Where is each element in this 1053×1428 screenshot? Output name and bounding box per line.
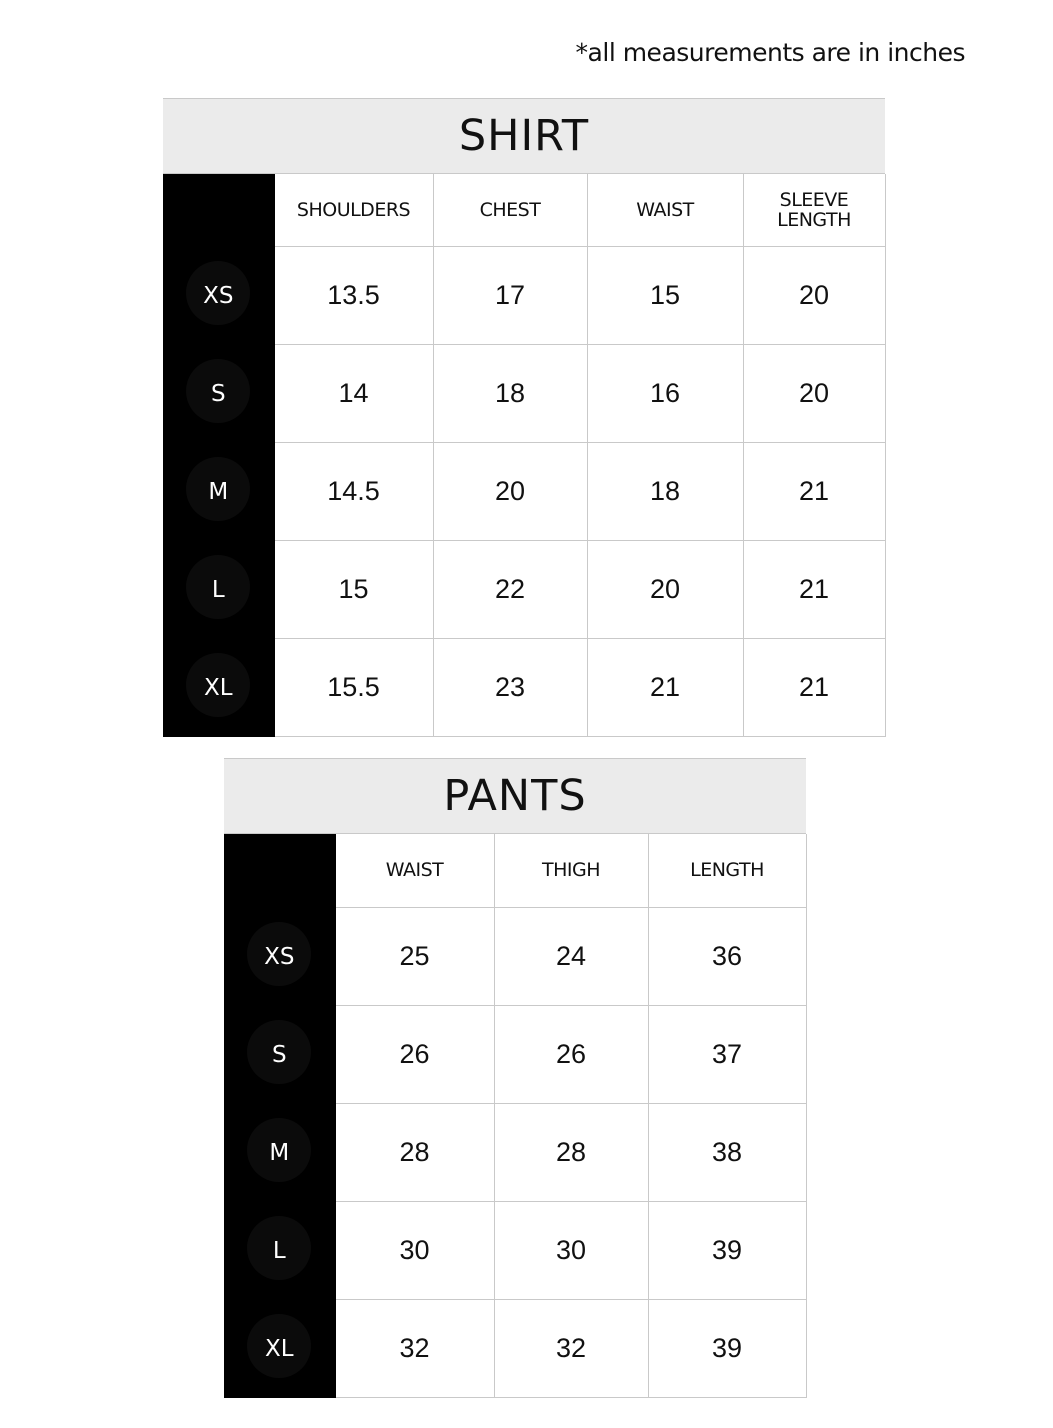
pants-col-thigh: THIGH	[494, 834, 648, 907]
shirt-corner-cell	[163, 174, 274, 246]
waist-value: 28	[335, 1103, 494, 1201]
length-value: 38	[648, 1103, 806, 1201]
size-cell	[163, 246, 274, 344]
size-cell	[163, 344, 274, 442]
pants-col-waist: WAIST	[335, 834, 494, 907]
thigh-value: 28	[494, 1103, 648, 1201]
sleeve-label-line1: SLEEVE	[779, 188, 849, 211]
size-label: XS	[203, 283, 234, 309]
size-label: S	[271, 1042, 287, 1068]
pants-size-chart	[224, 758, 806, 1398]
size-label: L	[272, 1238, 286, 1264]
sleeve-label-line2: LENGTH	[777, 208, 851, 231]
size-label: XS	[264, 944, 295, 970]
waist-value: 21	[587, 638, 743, 736]
shirt-col-sleeve-length	[743, 174, 885, 246]
sleeve-length-value: 21	[743, 638, 885, 736]
shirt-col-shoulders: SHOULDERS	[274, 174, 433, 246]
pants-row-l	[224, 1201, 806, 1299]
pants-corner-cell	[224, 834, 335, 907]
waist-value: 18	[587, 442, 743, 540]
waist-value: 15	[587, 246, 743, 344]
size-cell	[163, 638, 274, 736]
shoulders-value: 14	[274, 344, 433, 442]
sleeve-length-value: 20	[743, 344, 885, 442]
size-label: L	[211, 577, 225, 603]
shirt-chart-title: SHIRT	[163, 99, 885, 174]
length-value: 36	[648, 907, 806, 1005]
length-value: 39	[648, 1201, 806, 1299]
thigh-value: 26	[494, 1005, 648, 1103]
shoulders-value: 15.5	[274, 638, 433, 736]
waist-value: 26	[335, 1005, 494, 1103]
shirt-col-chest: CHEST	[433, 174, 587, 246]
sleeve-length-value: 21	[743, 442, 885, 540]
shoulders-value: 13.5	[274, 246, 433, 344]
shirt-row-xs	[163, 246, 885, 344]
size-cell	[163, 442, 274, 540]
shoulders-value: 14.5	[274, 442, 433, 540]
size-label: M	[208, 479, 229, 505]
pants-row-s	[224, 1005, 806, 1103]
size-label: XL	[264, 1336, 294, 1362]
chest-value: 23	[433, 638, 587, 736]
length-value: 39	[648, 1299, 806, 1397]
size-cell	[224, 907, 335, 1005]
shirt-row-xl	[163, 638, 885, 736]
measurement-unit-note: *all measurements are in inches	[575, 38, 965, 67]
shoulders-value: 15	[274, 540, 433, 638]
shirt-size-chart	[163, 98, 885, 737]
pants-col-length: LENGTH	[648, 834, 806, 907]
size-cell	[163, 540, 274, 638]
shirt-size-table	[163, 174, 886, 737]
sleeve-length-value: 21	[743, 540, 885, 638]
size-label: XL	[203, 675, 233, 701]
size-cell	[224, 1299, 335, 1397]
size-cell	[224, 1103, 335, 1201]
pants-row-m	[224, 1103, 806, 1201]
thigh-value: 24	[494, 907, 648, 1005]
shirt-row-m	[163, 442, 885, 540]
length-value: 37	[648, 1005, 806, 1103]
waist-value: 20	[587, 540, 743, 638]
waist-value: 30	[335, 1201, 494, 1299]
pants-row-xl	[224, 1299, 806, 1397]
shirt-col-waist: WAIST	[587, 174, 743, 246]
pants-header-row	[224, 834, 806, 907]
chest-value: 20	[433, 442, 587, 540]
waist-value: 32	[335, 1299, 494, 1397]
pants-chart-title: PANTS	[224, 759, 806, 834]
chest-value: 22	[433, 540, 587, 638]
waist-value: 25	[335, 907, 494, 1005]
chest-value: 18	[433, 344, 587, 442]
shirt-header-row	[163, 174, 885, 246]
size-cell	[224, 1201, 335, 1299]
size-label: M	[269, 1140, 290, 1166]
thigh-value: 30	[494, 1201, 648, 1299]
pants-row-xs	[224, 907, 806, 1005]
thigh-value: 32	[494, 1299, 648, 1397]
pants-size-table	[224, 834, 807, 1398]
chest-value: 17	[433, 246, 587, 344]
shirt-row-s	[163, 344, 885, 442]
waist-value: 16	[587, 344, 743, 442]
size-cell	[224, 1005, 335, 1103]
size-label: S	[210, 381, 226, 407]
sleeve-length-value: 20	[743, 246, 885, 344]
shirt-row-l	[163, 540, 885, 638]
